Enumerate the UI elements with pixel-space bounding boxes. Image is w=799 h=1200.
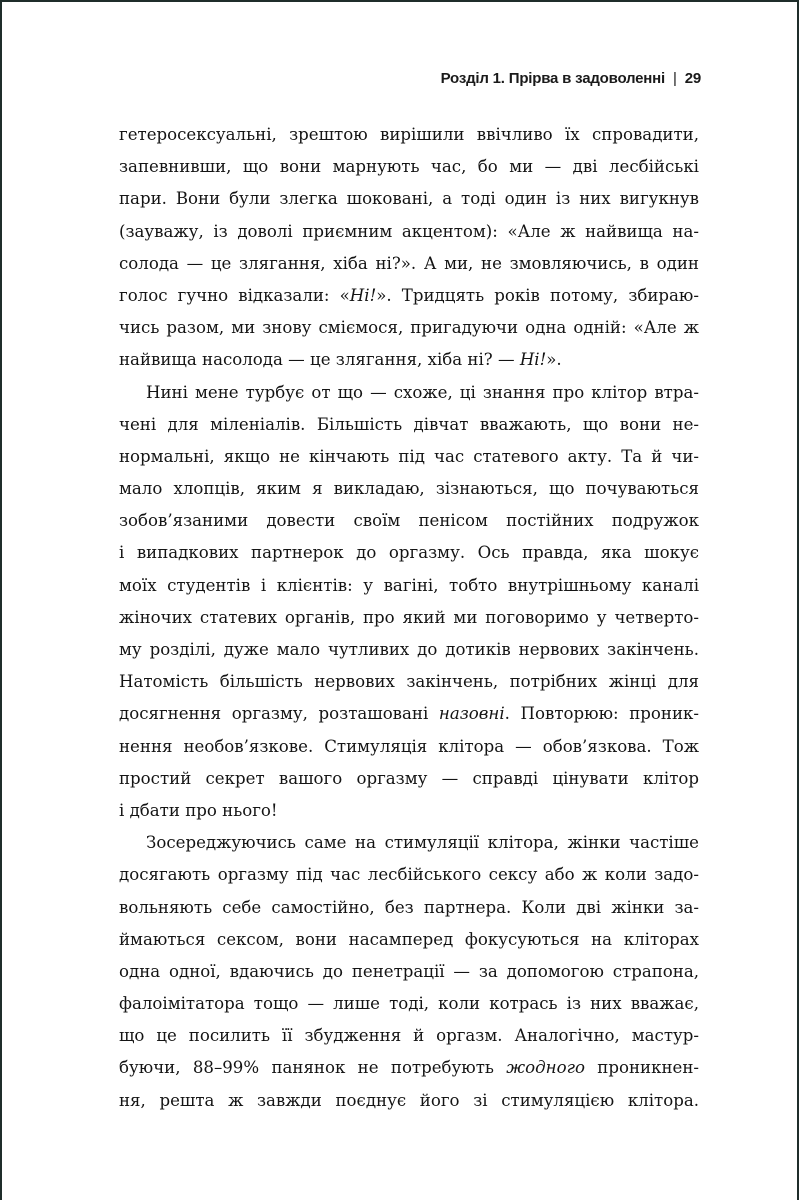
- text-run: ». Тридцять років потому, збираю-: [376, 285, 699, 305]
- text-line: [119, 505, 699, 537]
- text-run: досягнення оргазму, розташовані: [119, 704, 439, 724]
- text-line: [119, 409, 699, 441]
- text-line: [119, 859, 699, 891]
- text-run: що це посилить її збудження й оргазм. Аналогічно, мастур-: [119, 1026, 699, 1046]
- text-run: найвища насолода — це злягання, хіба ні? —: [119, 350, 520, 370]
- text-line: [119, 827, 699, 859]
- text-run: гетеросексуальні, зрештою вирішили ввічливо їх спровадити,: [119, 125, 699, 144]
- text-line: [119, 344, 699, 376]
- text-line: [119, 988, 699, 1020]
- text-run: Зосереджуючись саме на стимуляції клітора, жінки частіше: [146, 833, 699, 853]
- text-run: фалоімітатора тощо — лише тоді, коли котрась із них вважає,: [119, 994, 699, 1014]
- text-run: солода — це злягання, хіба ні?». А ми, не змовляючись, в один: [119, 253, 699, 273]
- text-run: жіночих статевих органів, про який ми поговоримо у четверто-: [119, 607, 699, 627]
- text-line: [119, 119, 699, 151]
- text-run: голос гучно відказали: «: [119, 285, 350, 305]
- text-line: [119, 795, 699, 827]
- text-run: досягають оргазму під час лесбійського сексу або ж коли задо-: [119, 865, 699, 885]
- text-line: [119, 924, 699, 956]
- text-run: пари. Вони були злегка шоковані, а тоді один із них вигукнув: [119, 189, 699, 209]
- text-run: зобов’язаними довести своїм пенісом постійних подружок: [119, 511, 699, 531]
- text-line: [119, 216, 699, 248]
- text-line: [119, 280, 699, 312]
- text-run: . Повторюю: проник-: [504, 704, 699, 724]
- text-line: [119, 892, 699, 924]
- text-line: [119, 956, 699, 988]
- italic-text: жодного: [506, 1058, 585, 1078]
- text-line: [119, 151, 699, 183]
- text-run: мало хлопців, яким я викладаю, зізнаються, що почуваються: [119, 479, 699, 499]
- text-line: [119, 1020, 699, 1052]
- text-run: нення необов’язкове. Стимуляція клітора — обов’язкова. Тож: [119, 736, 699, 756]
- text-line: [119, 312, 699, 344]
- text-line: [119, 698, 699, 730]
- text-run: моїх студентів і клієнтів: у вагіні, тобто внутрішньому каналі: [119, 575, 699, 595]
- italic-text: Ні!: [519, 350, 547, 370]
- text-line: [119, 763, 699, 795]
- body-text: [119, 119, 699, 1117]
- header-separator: |: [673, 70, 677, 87]
- text-line: [119, 1052, 699, 1084]
- text-line: [119, 634, 699, 666]
- text-line: [119, 537, 699, 569]
- text-run: (зауважу, із доволі приємним акцентом): «Але ж найвища на-: [119, 221, 699, 241]
- text-line: [119, 731, 699, 763]
- text-line: [119, 602, 699, 634]
- text-run: простий секрет вашого оргазму — справді цінувати клітор: [119, 768, 699, 788]
- text-run: му розділі, дуже мало чутливих до дотиків нервових закінчень.: [119, 640, 699, 659]
- text-run: чені для міленіалів. Більшість дівчат вважають, що вони не-: [119, 414, 699, 434]
- text-run: проникнен-: [584, 1058, 700, 1078]
- text-run: одна одної, вдаючись до пенетрації — за допомогою страпона,: [119, 961, 699, 981]
- text-line: [119, 248, 699, 280]
- text-run: запевнивши, що вони марнують час, бо ми — дві лесбійські: [119, 157, 699, 177]
- text-run: чись разом, ми знову сміємося, пригадуючи одна одній: «Але ж: [119, 318, 699, 338]
- chapter-title: Розділ 1. Прірва в задоволенні: [440, 70, 665, 87]
- running-head: [441, 70, 701, 87]
- text-line: [119, 183, 699, 215]
- text-run: ня, решта ж завжди поєднує його зі стимуляцією клітора.: [119, 1090, 699, 1110]
- text-run: ».: [546, 350, 562, 370]
- text-line: [119, 1085, 699, 1117]
- text-run: Нині мене турбує от що — схоже, ці знання про клітор втра-: [146, 382, 699, 402]
- text-line: [119, 441, 699, 473]
- text-run: Натомість більшість нервових закінчень, потрібних жінці для: [119, 672, 699, 692]
- italic-text: Ні!: [349, 285, 377, 305]
- text-run: і дбати про нього!: [119, 800, 278, 820]
- text-run: вольняють себе самостійно, без партнера. Коли дві жінки за-: [119, 897, 699, 917]
- text-line: [119, 377, 699, 409]
- italic-text: назовні: [438, 704, 505, 724]
- text-run: буючи, 88–99% панянок не потребують: [119, 1058, 507, 1078]
- text-run: нормальні, якщо не кінчають під час статевого акту. Та й чи-: [119, 446, 699, 466]
- text-run: і випадкових партнерок до оргазму. Ось правда, яка шокує: [119, 543, 699, 563]
- page-number: 29: [684, 70, 701, 87]
- text-run: ймаються сексом, вони насамперед фокусуються на кліторах: [119, 929, 699, 949]
- text-line: [119, 570, 699, 602]
- text-line: [119, 473, 699, 505]
- text-line: [119, 666, 699, 698]
